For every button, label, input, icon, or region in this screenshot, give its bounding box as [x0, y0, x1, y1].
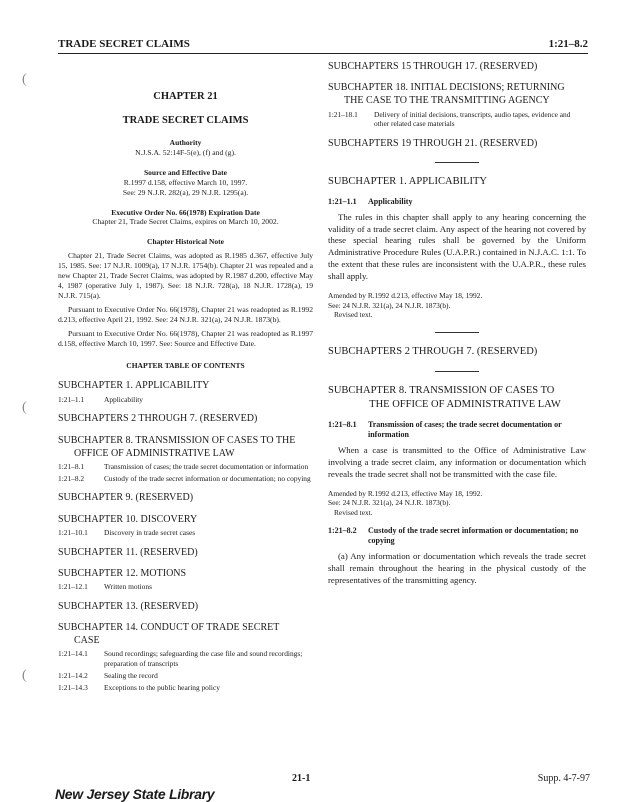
toc-subchapter [58, 567, 313, 580]
history-paragraph: Pursuant to Executive Order No. 66(1978), Chapter 21 was readopted as R.1997 d.158, effective March 10, 1997. See: Source and Effective Date. [58, 329, 313, 349]
section-divider [435, 332, 479, 333]
toc-subchapter [328, 81, 586, 107]
left-column [58, 60, 313, 692]
section-body: The rules in this chapter shall apply to any hearing concerning the validity of a trade secret claim. Any aspect of the hearing not covered by these special hearing rules shall be governed by the Uniform Administrative Procedure Rules (U.A.P.R.) contained in N.J.A.C. 1:1. To the extent that these rules are inconsistent with the U.A.P.R., these rules shall apply. [328, 211, 586, 282]
source-line: See: 29 N.J.R. 282(a), 29 N.J.R. 1295(a). [122, 187, 249, 197]
toc-entry [58, 528, 313, 538]
subchapter-heading: SUBCHAPTERS 2 THROUGH 7. (RESERVED) [328, 346, 538, 358]
toc-entry [58, 582, 313, 592]
section-heading [328, 526, 586, 547]
toc-entry-title: Sealing the record [104, 670, 158, 680]
toc-entry [58, 683, 313, 693]
section-body: (a) Any information or documentation which reveals the trade secret shall remain throughout the hearing in the physical custody of the representatives of the transmitting agency. [328, 550, 586, 585]
toc-entry-title: Written motions [104, 581, 152, 591]
toc-entry [58, 462, 313, 472]
toc-entry-title: Sound recordings; safeguarding the case file and sound recordings; preparation of transcripts [104, 649, 303, 669]
page-number: 21-1 [292, 773, 311, 784]
header-title: TRADE SECRET CLAIMS [58, 38, 190, 50]
toc-entry [58, 671, 313, 681]
header-rule [58, 53, 588, 54]
source-line: R.1997 d.158, effective March 10, 1997. [123, 177, 248, 187]
section-divider [435, 371, 479, 372]
history-paragraph: Chapter 21, Trade Secret Claims, was adopted as R.1985 d.367, effective July 15, 1985. See: 17 N.J.R. 1009(a), 17 N.J.R. 1754(b). Chapter 21 was repealed and a new Chapter 21, Trade Secret Claims, was adopted by R.1987 d.200, effective May 4, 1987 (operative July 1, 1987). See: 18 N.J.R. 728(a), 18 N.J.R. 1728(a), 19 N.J.R. 715(a). [58, 251, 313, 301]
toc-subchapter-title: SUBCHAPTER 18. INITIAL DECISIONS; RETURNING [328, 82, 565, 94]
toc-subchapter [58, 412, 313, 425]
toc-subchapter [58, 491, 313, 504]
section-heading [328, 420, 586, 441]
header-section: 1:21–8.2 [548, 38, 588, 50]
history-paragraph: Pursuant to Executive Order No. 66(1978), Chapter 21 was readopted as R.1992 d.213, effective April 21, 1992. See: 24 N.J.R. 321(a), 24 N.J.R. 1873(b). [58, 305, 313, 325]
toc-subchapter [58, 379, 313, 392]
amendment-line: See: 24 N.J.R. 321(a), 24 N.J.R. 1873(b). [328, 300, 451, 310]
section-heading [328, 197, 586, 208]
toc-subchapter [328, 60, 586, 73]
toc-list [58, 379, 313, 692]
toc-subchapter [58, 513, 313, 526]
toc-entry [328, 110, 586, 130]
toc-list-continued [328, 60, 586, 150]
toc-entry [58, 649, 313, 669]
toc-subchapter-title: SUBCHAPTER 1. APPLICABILITY [58, 380, 210, 392]
toc-subchapter-title: SUBCHAPTER 11. (RESERVED) [58, 546, 198, 558]
section-title: Custody of the trade secret information or documentation; no copying [368, 525, 579, 546]
amendment-history [328, 489, 586, 518]
toc-subchapter-title: SUBCHAPTER 10. DISCOVERY [58, 513, 198, 525]
eo-text: Chapter 21, Trade Secret Claims, expires on March 10, 2002. [92, 217, 279, 227]
toc-entry-title: Exceptions to the public hearing policy [104, 682, 220, 692]
toc-entry-title: Discovery in trade secret cases [104, 527, 196, 537]
toc-entry [58, 395, 313, 405]
toc-entry [58, 474, 313, 484]
eo-heading: Executive Order No. 66(1978) Expiration Date [111, 207, 260, 217]
toc-entry-number: 1:21–18.1 [328, 109, 358, 119]
amendment-line: Revised text. [334, 508, 373, 518]
amendment-history [328, 291, 586, 320]
section-number: 1:21–8.1 [328, 419, 357, 429]
toc-entry-title: Delivery of initial decisions, transcripts, audio tapes, evidence and other related case materials [374, 109, 571, 129]
toc-entry-title: Custody of the trade secret information or documentation; no copying [104, 473, 311, 483]
toc-subchapter-title: SUBCHAPTERS 19 THROUGH 21. (RESERVED) [328, 138, 538, 150]
amendment-line: Amended by R.1992 d.213, effective May 18, 1992. [328, 488, 483, 498]
authority-text: N.J.S.A. 52:14F-5(e), (f) and (g). [135, 147, 236, 157]
toc-subchapter-title: SUBCHAPTER 12. MOTIONS [58, 567, 187, 579]
toc-entry-number: 1:21–14.1 [58, 649, 88, 659]
subchapter-heading: SUBCHAPTER 1. APPLICABILITY [328, 176, 487, 188]
section-title: Transmission of cases; the trade secret documentation or information [368, 419, 562, 440]
right-column [328, 60, 586, 591]
toc-subchapter [328, 137, 586, 150]
toc-entry-number: 1:21–10.1 [58, 527, 88, 537]
subchapter-heading-line2: THE OFFICE OF ADMINISTRATIVE LAW [369, 398, 561, 410]
running-header [58, 38, 588, 50]
subchapter-heading [328, 384, 586, 412]
amendment-line: See: 24 N.J.R. 321(a), 24 N.J.R. 1873(b). [328, 498, 451, 508]
toc-subchapter-title-cont: OFFICE OF ADMINISTRATIVE LAW [74, 447, 235, 459]
amendment-line: Revised text. [334, 310, 373, 320]
toc-entry-number: 1:21–14.3 [58, 682, 88, 692]
scan-mark: ( [22, 400, 27, 415]
chapter-title: TRADE SECRET CLAIMS [122, 114, 249, 126]
toc-subchapter [58, 621, 313, 647]
section-title: Applicability [368, 197, 413, 207]
toc-subchapter-title: SUBCHAPTER 8. TRANSMISSION OF CASES TO THE [58, 434, 296, 446]
source-heading: Source and Effective Date [144, 167, 227, 177]
toc-subchapter-title: SUBCHAPTER 13. (RESERVED) [58, 600, 199, 612]
toc-subchapter-title: SUBCHAPTER 9. (RESERVED) [58, 492, 194, 504]
history-heading: Chapter Historical Note [147, 237, 224, 247]
amendment-line: Amended by R.1992 d.213, effective May 18, 1992. [328, 290, 483, 300]
section-body: When a case is transmitted to the Office of Administrative Law involving a trade secret claim, any information or documentation which reveals the trade secret shall not be transmitted with the case file. [328, 444, 586, 479]
toc-entry-number: 1:21–8.2 [58, 473, 85, 483]
toc-entry-number: 1:21–1.1 [58, 394, 85, 404]
toc-entry-title: Transmission of cases; the trade secret documentation or information [104, 461, 309, 471]
toc-subchapter [58, 546, 313, 559]
toc-heading: CHAPTER TABLE OF CONTENTS [126, 361, 245, 371]
scan-mark: ( [22, 72, 27, 87]
supplement-date: Supp. 4-7-97 [537, 773, 590, 784]
toc-subchapter-title-cont: THE CASE TO THE TRANSMITTING AGENCY [344, 95, 550, 107]
toc-subchapter [58, 434, 313, 460]
toc-subchapter-title: SUBCHAPTER 14. CONDUCT OF TRADE SECRET [58, 621, 280, 633]
chapter-number: CHAPTER 21 [153, 91, 218, 102]
subchapter-heading-line1: SUBCHAPTER 8. TRANSMISSION OF CASES TO [328, 385, 555, 397]
toc-subchapter-title: SUBCHAPTERS 2 THROUGH 7. (RESERVED) [58, 413, 258, 425]
section-divider [435, 162, 479, 163]
toc-entry-number: 1:21–12.1 [58, 581, 88, 591]
toc-subchapter-title: SUBCHAPTERS 15 THROUGH 17. (RESERVED) [328, 61, 538, 72]
toc-subchapter-title-cont: CASE [74, 635, 100, 647]
library-stamp: New Jersey State Library [55, 786, 215, 802]
scan-mark: ( [22, 668, 27, 683]
authority-heading: Authority [169, 137, 202, 147]
section-number: 1:21–1.1 [328, 197, 357, 207]
toc-subchapter [58, 600, 313, 613]
toc-entry-number: 1:21–8.1 [58, 461, 85, 471]
section-number: 1:21–8.2 [328, 525, 357, 535]
toc-entry-title: Applicability [104, 394, 143, 404]
toc-entry-number: 1:21–14.2 [58, 670, 88, 680]
